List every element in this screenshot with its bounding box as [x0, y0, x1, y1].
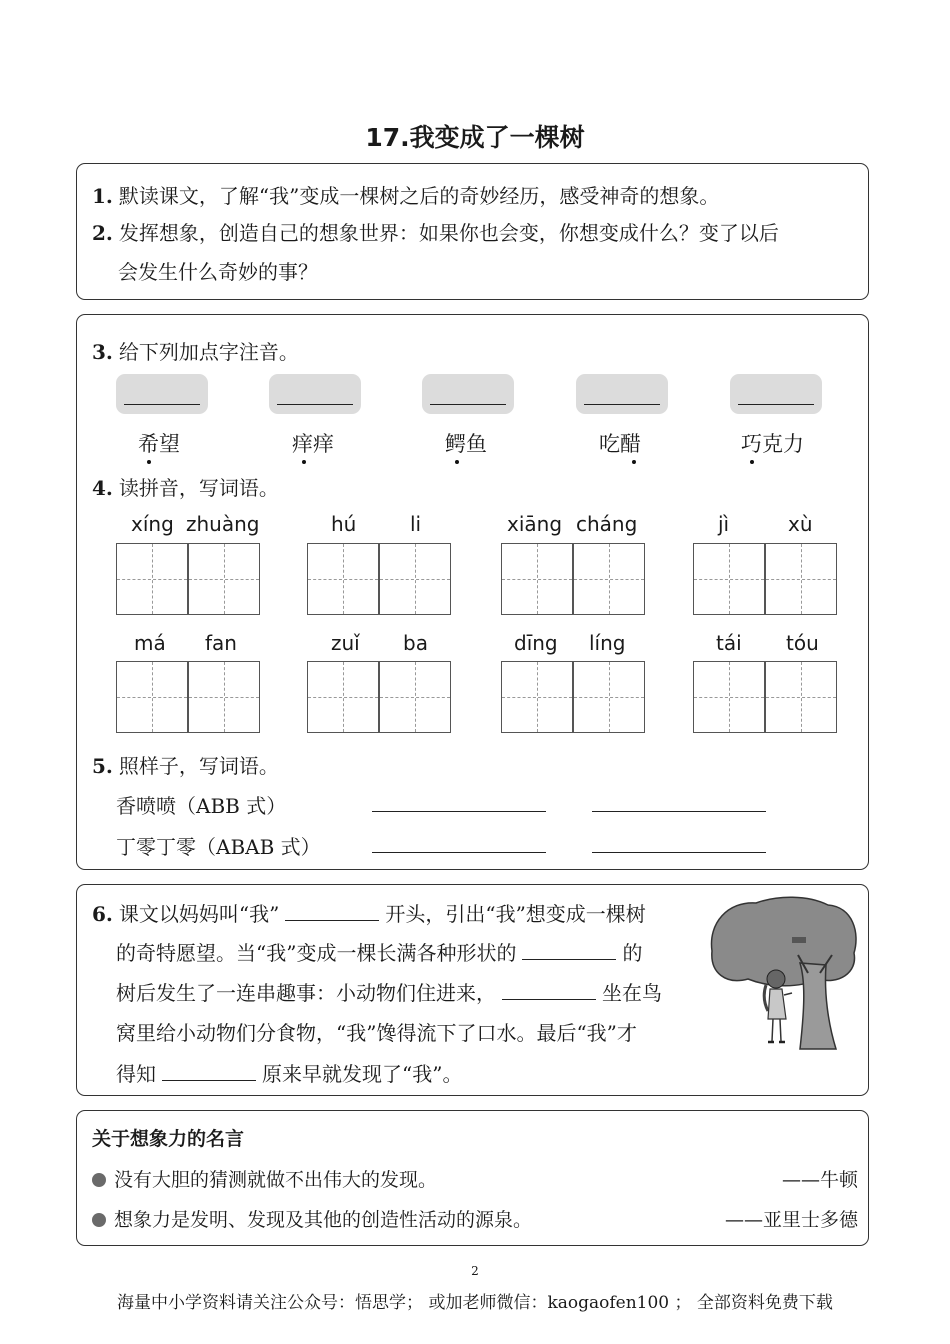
dotted-word-5: 巧克力	[741, 432, 804, 456]
q6-text: 得知	[116, 1062, 156, 1086]
q6-line-3	[116, 977, 662, 1006]
writing-grid[interactable]	[501, 543, 646, 615]
quote-1	[92, 1165, 437, 1192]
pinyin: xíng	[131, 512, 174, 536]
footer-notice: 海量中小学资料请关注公众号：悟思学； 或加老师微信：kaogaofen100 ； 全部资料免费下载	[117, 1293, 833, 1313]
q5-example-1: 香喷喷（ABB 式）	[116, 794, 287, 818]
girl-under-tree-illustration	[708, 893, 860, 1053]
quotes-title: 关于想象力的名言	[92, 1128, 245, 1150]
q3-num: 3.	[92, 340, 113, 364]
q6-text: 树后发生了一连串趣事：小动物们住进来，	[116, 981, 496, 1005]
q3-prompt	[92, 336, 299, 365]
pinyin: ba	[403, 631, 428, 655]
q6-num: 6.	[92, 902, 113, 926]
q6-text: 课文以妈妈叫“我”	[118, 902, 280, 926]
q6-text: 开头，引出“我”想变成一棵树	[385, 902, 646, 926]
goal-2-continued: 会发生什么奇妙的事？	[118, 260, 318, 284]
writing-grid[interactable]	[116, 543, 261, 615]
q6-line-1	[92, 898, 646, 927]
pinyin: líng	[589, 631, 626, 655]
goal-2-text: 发挥想象，创造自己的想象世界：如果你也会变，你想变成什么？变了以后	[118, 221, 779, 245]
q4-prompt	[92, 472, 279, 501]
q4-num: 4.	[92, 476, 113, 500]
writing-grid[interactable]	[501, 661, 646, 733]
dotted-word-1: 希望	[138, 432, 180, 456]
emphasis-dot-2	[302, 460, 306, 464]
pinyin: cháng	[576, 512, 638, 536]
q6-text: 原来早就发现了“我”。	[262, 1062, 463, 1086]
writing-grid[interactable]	[116, 661, 261, 733]
pinyin-answer-4[interactable]	[576, 374, 668, 414]
answer-line[interactable]	[372, 811, 546, 812]
page-title: 17.我变成了一棵树	[365, 123, 585, 152]
emphasis-dot-1	[147, 460, 151, 464]
fill-blank[interactable]	[522, 941, 616, 960]
fill-blank[interactable]	[162, 1062, 256, 1081]
goal-2	[92, 217, 779, 246]
fill-blank[interactable]	[502, 981, 596, 1000]
pinyin: li	[410, 512, 422, 536]
pinyin: tái	[716, 631, 742, 655]
emphasis-dot-5	[750, 460, 754, 464]
pinyin-answer-1[interactable]	[116, 374, 208, 414]
q5-example-2: 丁零丁零（ABAB 式）	[116, 835, 321, 859]
quote-text: 没有大胆的猜测就做不出伟大的发现。	[114, 1169, 438, 1191]
pinyin: má	[134, 631, 166, 655]
q5-prompt	[92, 750, 279, 779]
answer-line[interactable]	[372, 852, 546, 853]
fill-blank[interactable]	[285, 902, 379, 921]
q6-text: 的	[622, 941, 643, 965]
pinyin: zhuàng	[186, 512, 260, 536]
dotted-word-2: 痒痒	[292, 432, 334, 456]
writing-grid[interactable]	[307, 661, 452, 733]
q6-line-4: 窝里给小动物们分食物，“我”馋得流下了口水。最后“我”才	[116, 1021, 637, 1045]
pinyin: tóu	[786, 631, 819, 655]
q6-text: 的奇特愿望。当“我”变成一棵长满各种形状的	[116, 941, 517, 965]
writing-grid[interactable]	[693, 661, 838, 733]
dotted-word-3: 鳄鱼	[445, 432, 487, 456]
q3-text: 给下列加点字注音。	[118, 340, 299, 364]
q6-text: 坐在鸟	[602, 981, 662, 1005]
writing-grid[interactable]	[307, 543, 452, 615]
pinyin: hú	[331, 512, 357, 536]
pinyin-answer-5[interactable]	[730, 374, 822, 414]
quote-author: ——牛顿	[781, 1169, 858, 1191]
leaf-bullet-icon	[92, 1173, 106, 1187]
page-number: 2	[471, 1264, 479, 1278]
pinyin: xiāng	[507, 512, 563, 536]
goal-1-num: 1.	[92, 184, 113, 208]
dotted-word-4: 吃醋	[599, 432, 641, 456]
q6-line-5	[116, 1058, 462, 1087]
quote-author: ——亚里士多德	[724, 1209, 858, 1231]
emphasis-dot-4	[632, 460, 636, 464]
q4-text: 读拼音，写词语。	[118, 476, 279, 500]
goal-1-text: 默读课文，了解“我”变成一棵树之后的奇妙经历，感受神奇的想象。	[118, 184, 720, 208]
pinyin: jì	[718, 512, 730, 536]
goal-2-num: 2.	[92, 221, 113, 245]
pinyin-answer-2[interactable]	[269, 374, 361, 414]
goal-1	[92, 180, 719, 209]
q5-num: 5.	[92, 754, 113, 778]
pinyin: fan	[205, 631, 237, 655]
emphasis-dot-3	[455, 460, 459, 464]
pinyin-answer-3[interactable]	[422, 374, 514, 414]
writing-grid[interactable]	[693, 543, 838, 615]
q5-text: 照样子，写词语。	[118, 754, 279, 778]
q6-line-2	[116, 937, 642, 966]
pinyin: xù	[788, 512, 813, 536]
answer-line[interactable]	[592, 852, 766, 853]
quote-2	[92, 1205, 532, 1232]
leaf-bullet-icon	[92, 1213, 106, 1227]
quote-text: 想象力是发明、发现及其他的创造性活动的源泉。	[114, 1209, 533, 1231]
pinyin: zuǐ	[331, 631, 360, 655]
pinyin: dīng	[514, 631, 558, 655]
answer-line[interactable]	[592, 811, 766, 812]
